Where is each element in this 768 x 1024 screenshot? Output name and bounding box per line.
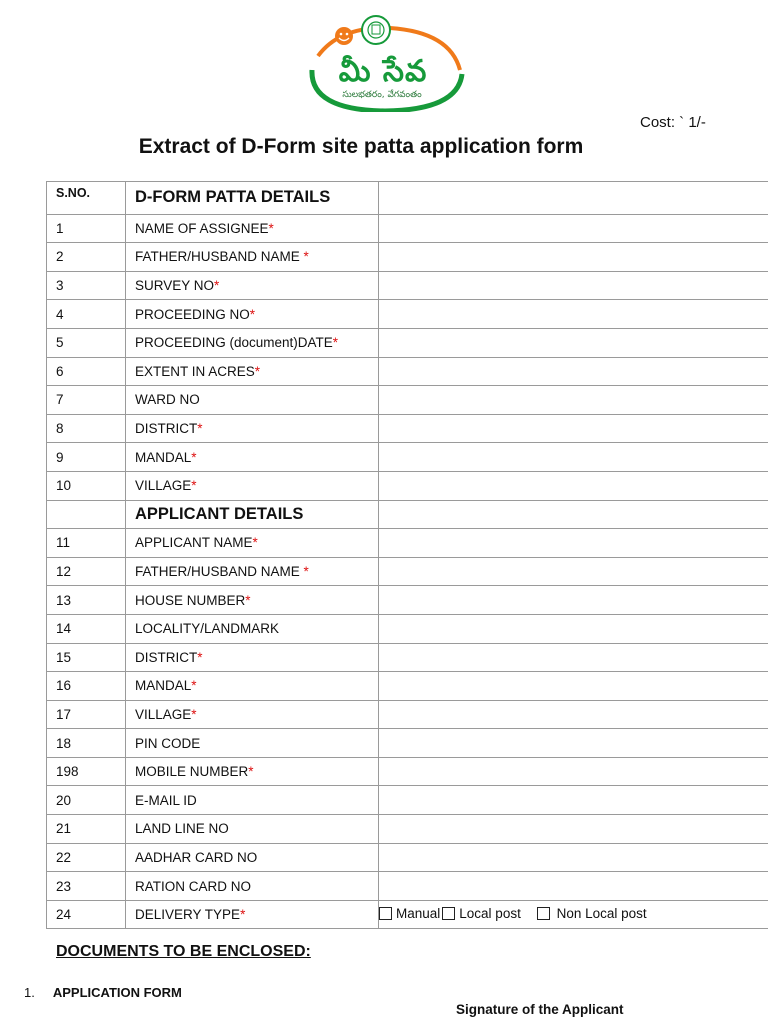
page-title: Extract of D-Form site patta application form [138, 135, 584, 158]
option-non-local-post-label: Non Local post [556, 906, 647, 922]
row-value-field[interactable] [379, 328, 768, 357]
required-marker: * [197, 649, 203, 665]
table-row [47, 471, 768, 500]
row-label [126, 700, 379, 729]
row-value-field[interactable] [379, 529, 768, 558]
row-label [126, 300, 379, 329]
document-item-label: APPLICATION FORM [52, 985, 182, 1000]
row-label [126, 529, 379, 558]
table-row [47, 557, 768, 586]
row-sno: 198 [47, 757, 126, 786]
logo-brand-text: మీ సేవ [338, 54, 428, 89]
table-row [47, 386, 768, 415]
option-non-local-post[interactable] [537, 906, 647, 921]
table-row [47, 729, 768, 758]
row-sno: 9 [47, 443, 126, 472]
row-label-text: LOCALITY/LANDMARK [135, 621, 280, 637]
sno-header: S.NO. [47, 182, 126, 215]
row-sno: 15 [47, 643, 126, 672]
row-label-text: AADHAR CARD NO [135, 849, 258, 865]
row-sno: 12 [47, 557, 126, 586]
required-marker: * [303, 249, 309, 265]
row-sno: 1 [47, 214, 126, 243]
option-local-post[interactable] [442, 906, 521, 921]
row-sno: 14 [47, 614, 126, 643]
table-row [47, 843, 768, 872]
row-sno: 17 [47, 700, 126, 729]
row-label-text: MANDAL [135, 449, 192, 465]
required-marker: * [240, 907, 246, 923]
row-value-field[interactable] [379, 471, 768, 500]
smiley-icon [335, 27, 353, 45]
table-row [47, 529, 768, 558]
row-label-text: FATHER/HUSBAND NAME [135, 249, 304, 265]
row-sno: 10 [47, 471, 126, 500]
row-label-text: LAND LINE NO [135, 821, 229, 837]
section-row-applicant [47, 500, 768, 529]
row-sno: 7 [47, 386, 126, 415]
row-label [126, 614, 379, 643]
table-row [47, 271, 768, 300]
documents-heading: DOCUMENTS TO BE ENCLOSED: [56, 943, 311, 960]
row-sno: 13 [47, 586, 126, 615]
required-marker: * [268, 220, 274, 236]
row-value-field[interactable] [379, 586, 768, 615]
row-label [126, 872, 379, 901]
row-sno: 24 [47, 900, 126, 929]
table-row [47, 414, 768, 443]
row-value-field[interactable] [379, 443, 768, 472]
table-row [47, 757, 768, 786]
row-label-text: APPLICANT NAME [135, 535, 253, 551]
row-value-field[interactable] [379, 386, 768, 415]
checkbox-manual[interactable] [379, 907, 392, 920]
section-title-applicant-details: APPLICANT DETAILS [126, 500, 379, 529]
required-marker: * [332, 335, 339, 351]
patta-form-table [46, 181, 768, 929]
table-row [47, 300, 768, 329]
row-value-field[interactable] [379, 214, 768, 243]
row-label [126, 386, 379, 415]
row-label-text: PIN CODE [135, 735, 201, 751]
required-marker: * [191, 478, 197, 494]
row-sno: 6 [47, 357, 126, 386]
option-manual-label: Manual [396, 906, 441, 922]
table-row [47, 214, 768, 243]
row-value-field[interactable] [379, 757, 768, 786]
row-value-field[interactable] [379, 729, 768, 758]
logo-tagline: సులభతరం, వేగవంతం [342, 90, 422, 100]
row-sno: 8 [47, 414, 126, 443]
table-row-delivery [47, 900, 768, 929]
row-value-field[interactable] [379, 557, 768, 586]
row-label [126, 786, 379, 815]
row-value-field[interactable] [379, 700, 768, 729]
meeseva-logo [300, 12, 470, 112]
table-row [47, 815, 768, 844]
row-label-text: DISTRICT [135, 649, 198, 665]
row-label-text: HOUSE NUMBER [135, 592, 246, 608]
row-label-text: DISTRICT [135, 421, 198, 437]
row-label [126, 243, 379, 272]
row-label-text: NAME OF ASSIGNEE [135, 220, 269, 236]
row-sno: 5 [47, 328, 126, 357]
row-label-text: FATHER/HUSBAND NAME [135, 564, 304, 580]
required-marker: * [191, 449, 197, 465]
row-label-text: MANDAL [135, 678, 192, 694]
row-label-text: EXTENT IN ACRES [135, 363, 255, 379]
row-value-field[interactable] [379, 786, 768, 815]
row-label-text: VILLAGE [135, 478, 192, 494]
row-label-text: DELIVERY TYPE [135, 907, 241, 923]
required-marker: * [249, 306, 256, 322]
required-marker: * [191, 706, 197, 722]
row-label [126, 471, 379, 500]
row-sno: 2 [47, 243, 126, 272]
row-value-field[interactable] [379, 815, 768, 844]
row-sno: 11 [47, 529, 126, 558]
row-sno: 22 [47, 843, 126, 872]
required-marker: * [303, 564, 309, 580]
table-row [47, 672, 768, 701]
table-header-row [47, 182, 768, 215]
row-label [126, 328, 379, 357]
document-item-number: 1. [24, 985, 35, 1000]
row-label-text: RATION CARD NO [135, 878, 252, 894]
row-value-field[interactable] [379, 357, 768, 386]
row-value-field[interactable] [379, 243, 768, 272]
table-row [47, 243, 768, 272]
blank-sno-cell [47, 500, 126, 529]
row-label [126, 586, 379, 615]
row-value-field[interactable] [379, 872, 768, 901]
section-blank-cell [379, 500, 768, 529]
row-sno: 23 [47, 872, 126, 901]
row-sno: 16 [47, 672, 126, 701]
required-marker: * [252, 535, 258, 551]
row-sno: 18 [47, 729, 126, 758]
signature-label: Signature of the Applicant [456, 1002, 624, 1017]
row-label-text: PROCEEDING NO [135, 306, 250, 322]
row-label [126, 672, 379, 701]
option-manual[interactable] [379, 906, 440, 921]
required-marker: * [248, 764, 254, 780]
required-marker: * [197, 421, 203, 437]
row-label-text: E-MAIL ID [135, 792, 197, 808]
table-row [47, 700, 768, 729]
row-label [126, 643, 379, 672]
option-local-post-label: Local post [459, 906, 521, 922]
table-row [47, 586, 768, 615]
row-label [126, 271, 379, 300]
row-sno: 4 [47, 300, 126, 329]
row-label-text: SURVEY NO [135, 278, 215, 294]
cost-label: Cost: ` 1/- [640, 114, 706, 131]
checkbox-non-local-post[interactable] [537, 907, 550, 920]
row-label [126, 757, 379, 786]
row-label [126, 843, 379, 872]
row-label [126, 729, 379, 758]
row-label [126, 557, 379, 586]
row-label-text: MOBILE NUMBER [135, 764, 249, 780]
state-emblem-icon [362, 16, 390, 44]
row-sno: 3 [47, 271, 126, 300]
table-row [47, 643, 768, 672]
row-value-field[interactable] [379, 643, 768, 672]
header-blank-cell [379, 182, 768, 215]
checkbox-local-post[interactable] [442, 907, 455, 920]
row-value-field[interactable] [379, 672, 768, 701]
row-sno: 21 [47, 815, 126, 844]
row-label-text: WARD NO [135, 392, 200, 408]
table-row [47, 328, 768, 357]
document-item [24, 985, 182, 1000]
table-row [47, 357, 768, 386]
row-label [126, 357, 379, 386]
required-marker: * [245, 592, 251, 608]
required-marker: * [191, 678, 197, 694]
row-value-field[interactable] [379, 614, 768, 643]
row-sno: 20 [47, 786, 126, 815]
required-marker: * [254, 363, 261, 379]
row-value-field[interactable] [379, 271, 768, 300]
row-value-field[interactable] [379, 843, 768, 872]
section-title-patta-details: D-FORM PATTA DETAILS [126, 182, 379, 215]
row-value-field[interactable] [379, 300, 768, 329]
row-label [126, 214, 379, 243]
table-row [47, 872, 768, 901]
table-row [47, 614, 768, 643]
row-label [126, 815, 379, 844]
row-label-text: VILLAGE [135, 706, 192, 722]
row-value-field[interactable] [379, 414, 768, 443]
row-label [126, 443, 379, 472]
row-label [126, 414, 379, 443]
row-label [126, 900, 379, 929]
table-row [47, 443, 768, 472]
required-marker: * [214, 278, 220, 294]
delivery-options [379, 900, 768, 929]
table-row [47, 786, 768, 815]
row-label-text: PROCEEDING (document)DATE [135, 335, 333, 351]
